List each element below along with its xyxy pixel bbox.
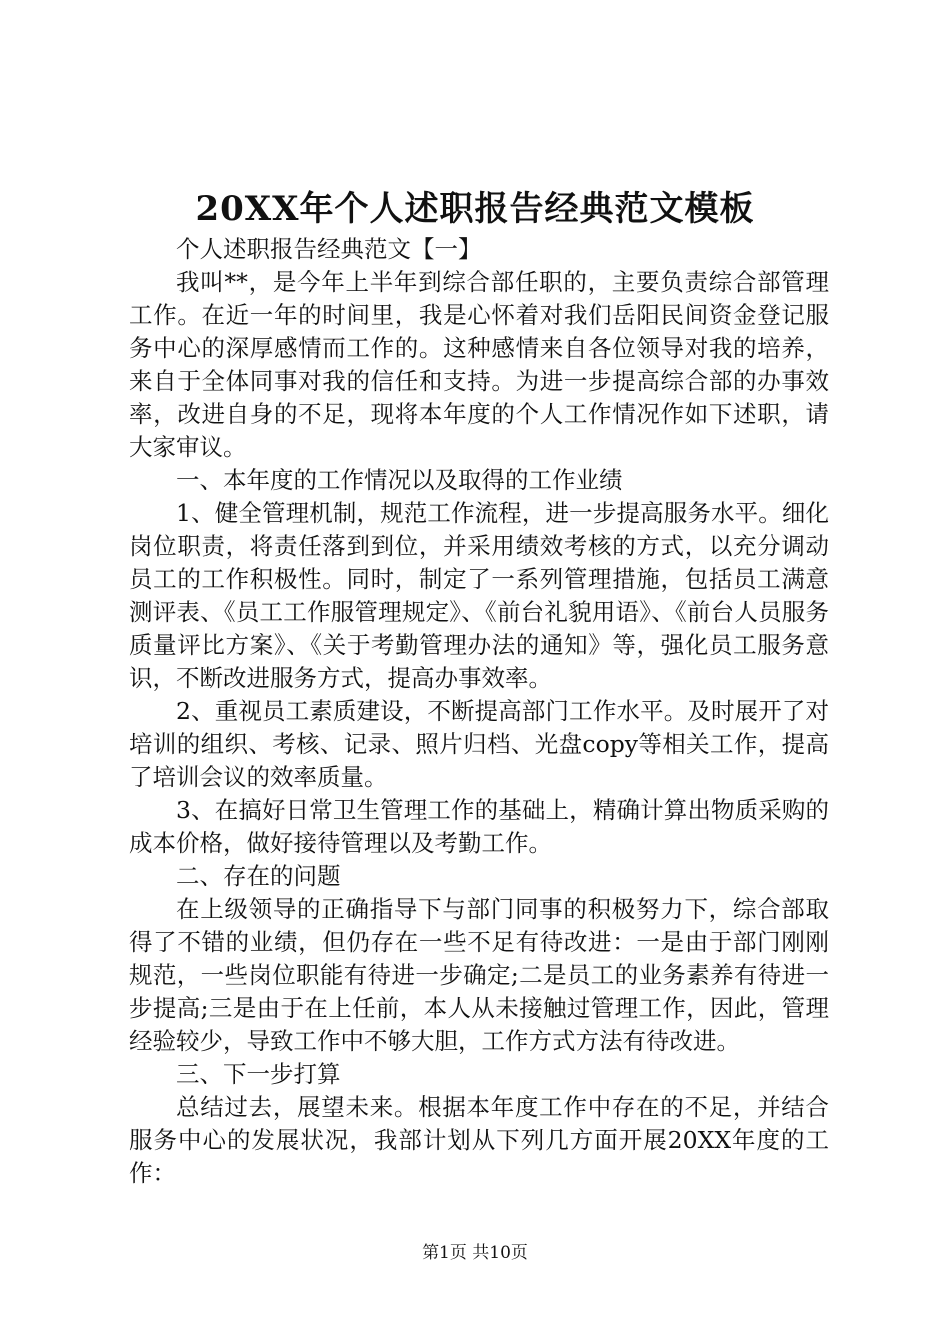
paragraph: 3、在搞好日常卫生管理工作的基础上，精确计算出物质采购的成本价格，做好接待管理以及考勤工作。	[129, 796, 829, 857]
document-body	[129, 233, 829, 1190]
section-heading: 二、存在的问题	[176, 862, 341, 890]
section-heading: 个人述职报告经典范文【一】	[176, 235, 482, 263]
section-heading: 三、下一步打算	[176, 1060, 341, 1088]
section-heading: 一、本年度的工作情况以及取得的工作业绩	[176, 466, 623, 494]
page-number: 第1页 共10页	[422, 1243, 528, 1263]
paragraph: 我叫**，是今年上半年到综合部任职的，主要负责综合部管理工作。在近一年的时间里，我是心怀着对我们岳阳民间资金登记服务中心的深厚感情而工作的。这种感情来自各位领导对我的培养，来自于全体同事对我的信任和支持。为进一步提高综合部的办事效率，改进自身的不足，现将本年度的个人工作情况作如下述职，请大家审议。	[129, 268, 829, 461]
paragraph: 2、重视员工素质建设，不断提高部门工作水平。及时展开了对培训的组织、考核、记录、照片归档、光盘copy等相关工作，提高了培训会议的效率质量。	[129, 697, 829, 791]
document-title: 20XX年个人述职报告经典范文模板	[195, 189, 755, 229]
paragraph: 1、健全管理机制，规范工作流程，进一步提高服务水平。细化岗位职责，将责任落到到位，并采用绩效考核的方式，以充分调动员工的工作积极性。同时，制定了一系列管理措施，包括员工满意测评表、《员工工作服管理规定》、《前台礼貌用语》、《前台人员服务质量评比方案》、《关于考勤管理办法的通知》等，强化员工服务意识，不断改进服务方式，提高办事效率。	[129, 499, 829, 692]
paragraph: 总结过去，展望未来。根据本年度工作中存在的不足，并结合服务中心的发展状况，我部计划从下列几方面开展20XX年度的工作：	[129, 1093, 829, 1187]
paragraph: 在上级领导的正确指导下与部门同事的积极努力下，综合部取得了不错的业绩，但仍存在一些不足有待改进：一是由于部门刚刚规范，一些岗位职能有待进一步确定;二是员工的业务素养有待进一步提高;三是由于在上任前，本人从未接触过管理工作，因此，管理经验较少，导致工作中不够大胆，工作方式方法有待改进。	[129, 895, 829, 1055]
